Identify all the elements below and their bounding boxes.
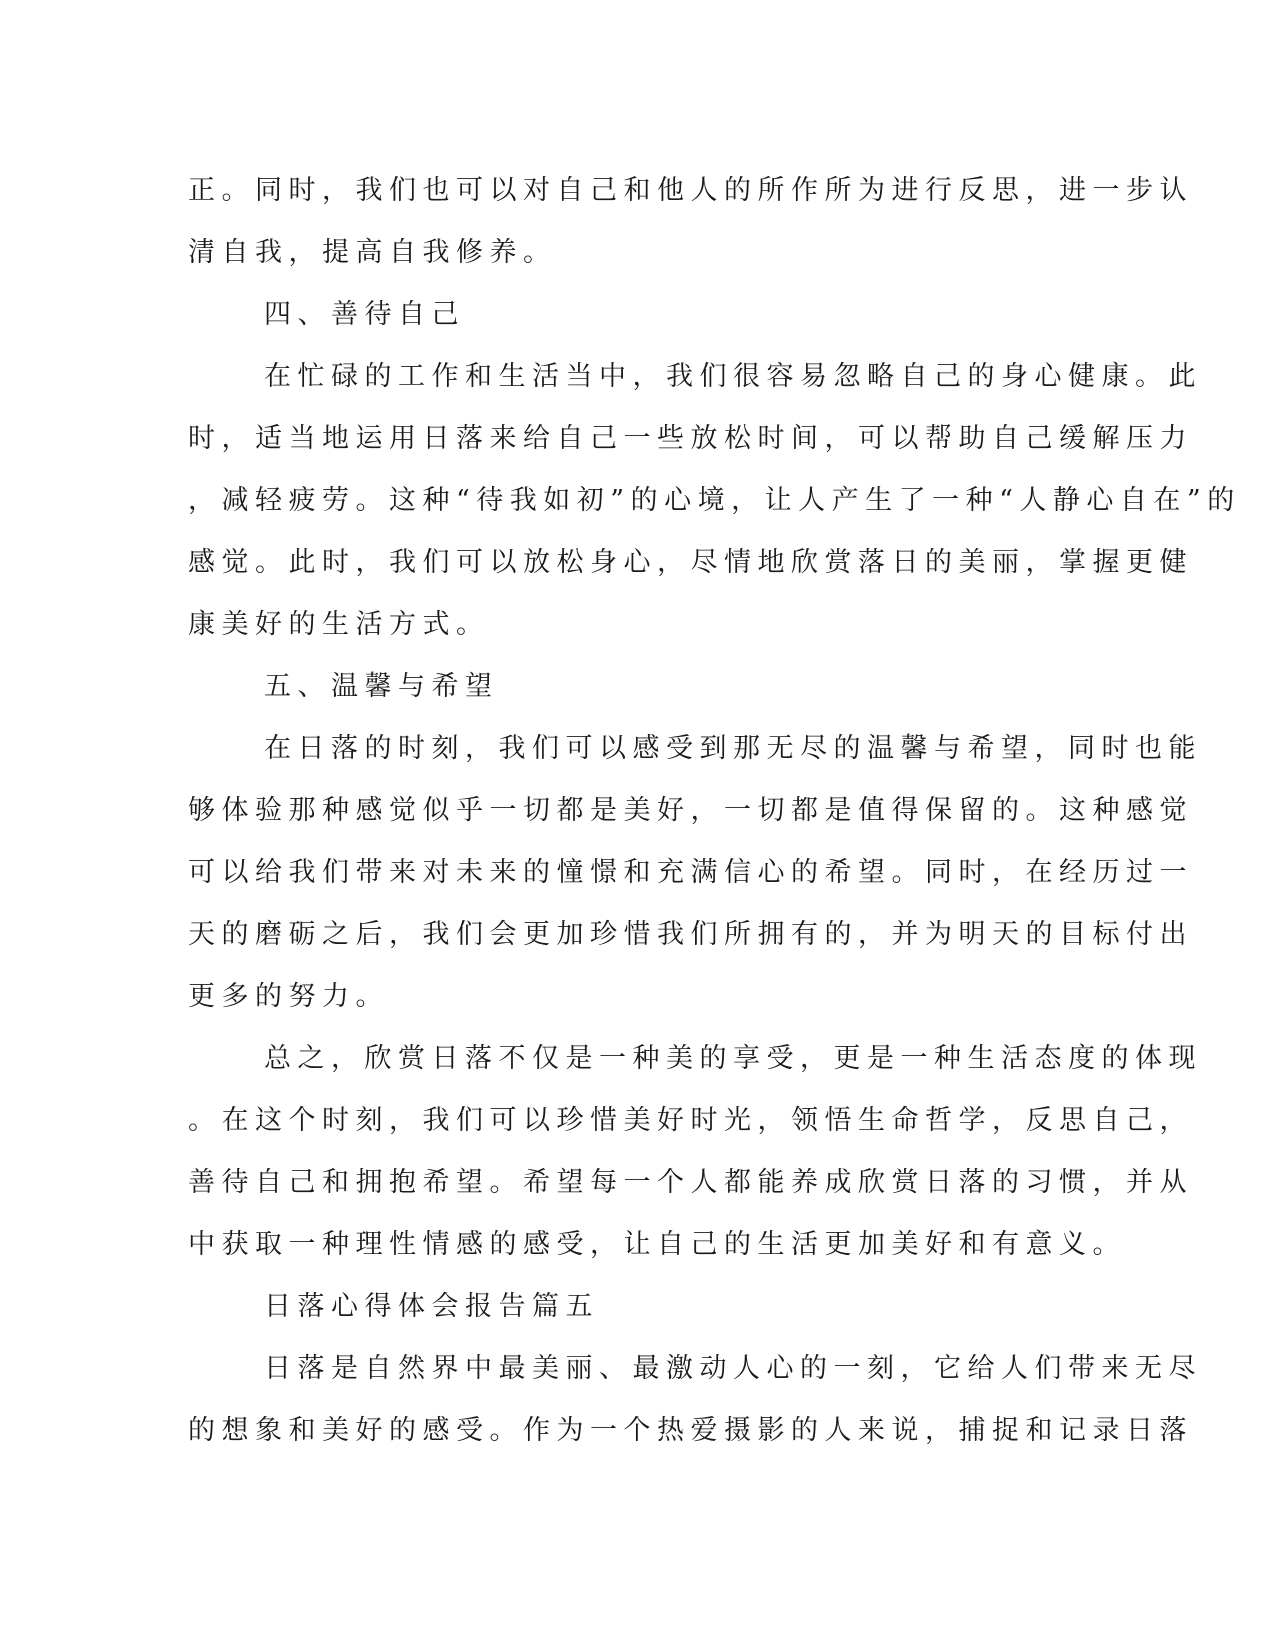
text-line: 中获取一种理性情感的感受，让自己的生活更加美好和有意义。 <box>188 1229 1126 1260</box>
document-body <box>188 160 1241 1462</box>
text-line: 。在这个时刻，我们可以珍惜美好时光，领悟生命哲学，反思自己， <box>188 1105 1193 1136</box>
text-line: 日落是自然界中最美丽、最激动人心的一刻，它给人们带来无尽 <box>264 1353 1202 1384</box>
text-line: 更多的努力。 <box>188 981 389 1012</box>
text-line: 善待自己和拥抱希望。希望每一个人都能养成欣赏日落的习惯，并从 <box>188 1167 1193 1198</box>
section-heading: 日落心得体会报告篇五 <box>264 1291 599 1322</box>
text-line: 时，适当地运用日落来给自己一些放松时间，可以帮助自己缓解压力 <box>188 423 1193 454</box>
text-line: 在日落的时刻，我们可以感受到那无尽的温馨与希望，同时也能 <box>264 733 1202 764</box>
text-line: 天的磨砺之后，我们会更加珍惜我们所拥有的，并为明天的目标付出 <box>188 919 1193 950</box>
text-line: 的想象和美好的感受。作为一个热爱摄影的人来说，捕捉和记录日落 <box>188 1415 1193 1446</box>
text-line: 清自我，提高自我修养。 <box>188 237 557 268</box>
text-line: 正。同时，我们也可以对自己和他人的所作所为进行反思，进一步认 <box>188 175 1193 206</box>
text-line: 总之，欣赏日落不仅是一种美的享受，更是一种生活态度的体现 <box>264 1043 1202 1074</box>
text-line: 够体验那种感觉似乎一切都是美好，一切都是值得保留的。这种感觉 <box>188 795 1193 826</box>
text-line: ，减轻疲劳。这种“待我如初”的心境，让人产生了一种“人静心自在”的 <box>188 485 1241 516</box>
text-line: 可以给我们带来对未来的憧憬和充满信心的希望。同时，在经历过一 <box>188 857 1193 888</box>
section-heading: 五、温馨与希望 <box>264 671 499 702</box>
text-line: 康美好的生活方式。 <box>188 609 490 640</box>
section-heading: 四、善待自己 <box>264 299 465 330</box>
text-line: 感觉。此时，我们可以放松身心，尽情地欣赏落日的美丽，掌握更健 <box>188 547 1193 578</box>
text-line: 在忙碌的工作和生活当中，我们很容易忽略自己的身心健康。此 <box>264 361 1202 392</box>
